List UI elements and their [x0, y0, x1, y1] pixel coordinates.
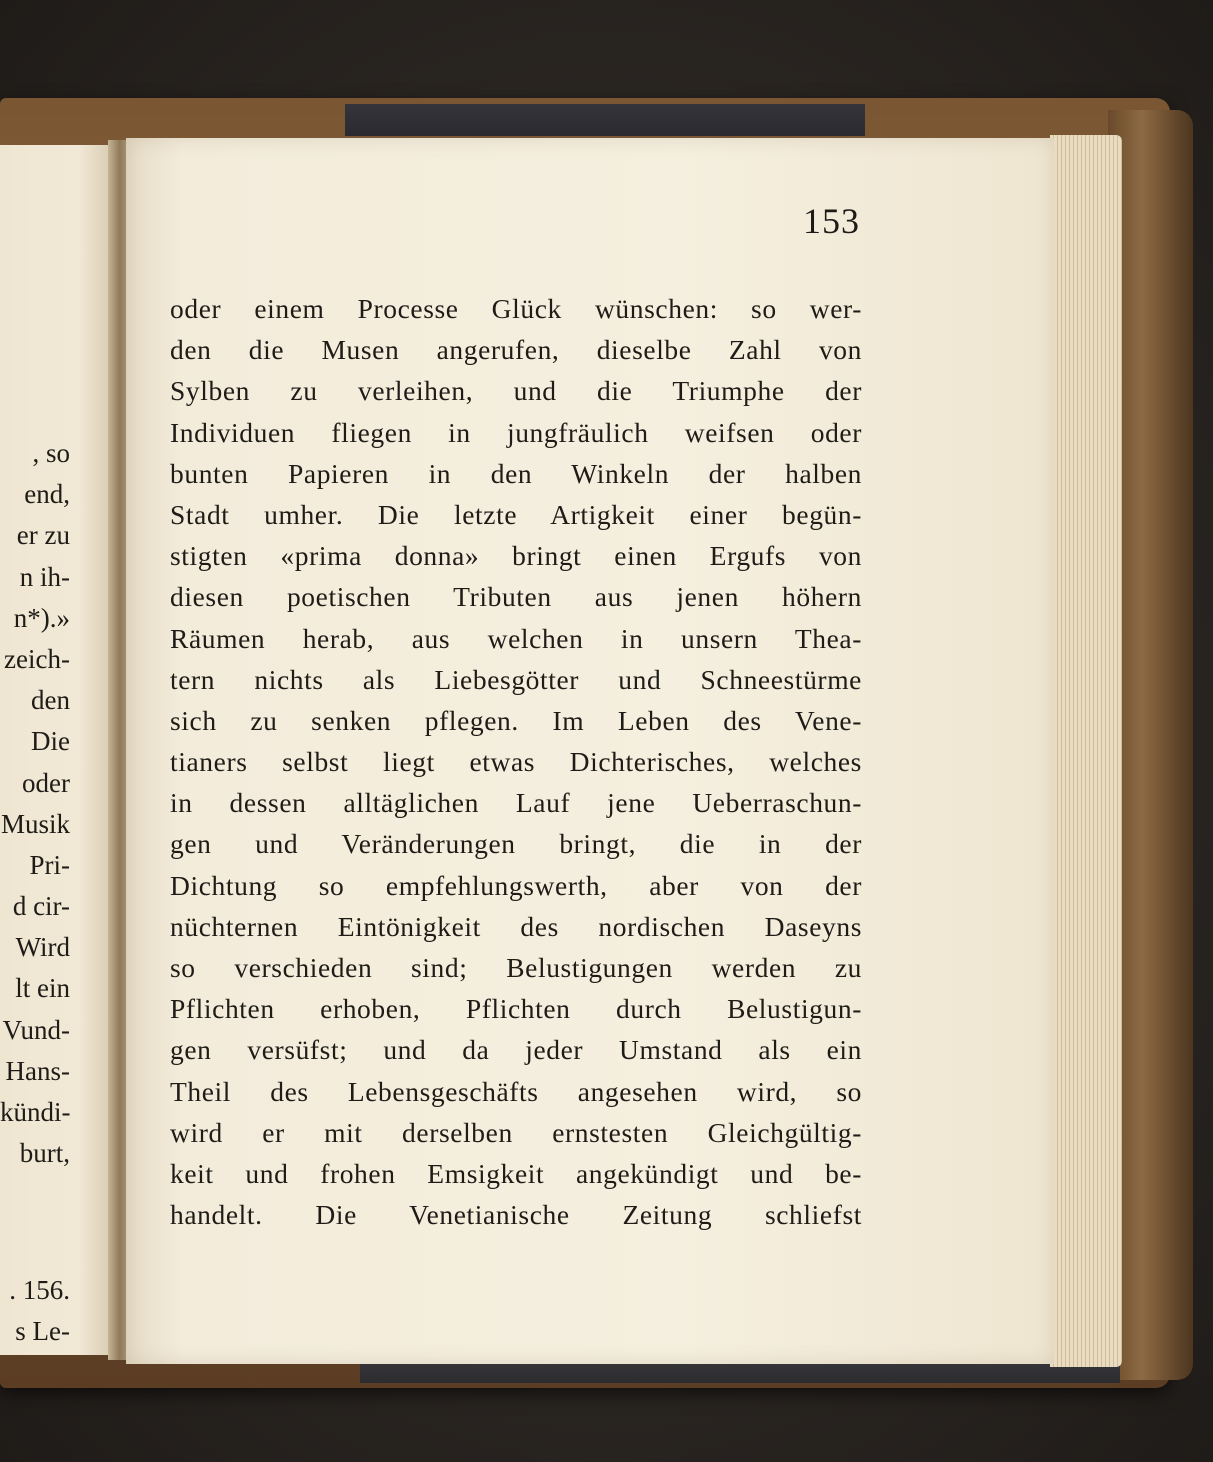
left-text-line: n ih- — [19, 561, 70, 592]
text-line: Theil des Lebensgeschäfts angesehen wird, so — [170, 1075, 862, 1107]
text-line: stigten «prima donna» bringt einen Ergufs von — [170, 540, 862, 572]
left-page-text — [0, 433, 70, 1174]
text-line: gen versüfst; und da jeder Umstand als ein — [170, 1034, 862, 1066]
text-line: den die Musen angerufen, dieselbe Zahl von — [170, 334, 862, 366]
text-line: wird er mit derselben ernstesten Gleichgültig- — [170, 1116, 862, 1148]
text-line: Dichtung so empfehlungswerth, aber von der — [170, 869, 862, 901]
text-line: sich zu senken pflegen. Im Leben des Vene- — [170, 704, 862, 736]
left-text-line: end, — [24, 479, 70, 510]
text-line: keit und frohen Emsigkeit angekündigt und be- — [170, 1157, 862, 1189]
left-text-line: n*).» — [13, 602, 70, 633]
left-text-line: oder — [22, 767, 70, 798]
left-footnote-line: s Le- — [15, 1316, 70, 1347]
left-text-line: zeich- — [4, 643, 70, 674]
left-text-line: , so — [32, 438, 70, 468]
left-text-line: d cir- — [12, 891, 70, 922]
left-text-line: Pri- — [29, 849, 70, 880]
text-line: Sylben zu verleihen, und die Triumphe der — [170, 375, 862, 407]
text-line: Räumen herab, aus welchen in unsern Thea- — [170, 622, 862, 654]
text-line: oder einem Processe Glück wünschen: so wer- — [170, 293, 862, 324]
left-text-line: Die — [31, 726, 70, 757]
left-text-line: lt ein — [15, 973, 70, 1004]
left-text-line: er zu — [16, 520, 70, 551]
text-line: bunten Papieren in den Winkeln der halben — [170, 457, 862, 489]
left-text-line: den — [31, 685, 70, 716]
text-line: Individuen fliegen in jungfräulich weifsen oder — [170, 416, 862, 448]
text-line: diesen poetischen Tributen aus jenen höhern — [170, 581, 862, 613]
text-line: Stadt umher. Die letzte Artigkeit einer begün- — [170, 498, 862, 530]
text-line: in dessen alltäglichen Lauf jene Ueberraschun- — [170, 787, 862, 819]
left-page-footnote — [0, 1270, 70, 1352]
left-text-line: Musik — [0, 808, 70, 839]
page-number: 153 — [803, 201, 860, 241]
cover-top-strip — [345, 104, 865, 136]
text-line: tern nichts als Liebesgötter und Schneestürme — [170, 663, 862, 695]
text-line: handelt. Die Venetianische Zeitung schliefst — [170, 1199, 862, 1231]
left-footnote-line: . 156. — [9, 1275, 70, 1305]
left-text-line: Vund- — [2, 1014, 70, 1045]
text-line: Pflichten erhoben, Pflichten durch Belustigun- — [170, 993, 862, 1025]
left-text-line: Hans- — [5, 1055, 70, 1086]
text-line: nüchternen Eintönigkeit des nordischen Daseyns — [170, 910, 862, 942]
text-line: tianers selbst liegt etwas Dichterisches, welches — [170, 746, 862, 778]
right-page-text — [170, 288, 862, 1235]
page-block-edges — [1050, 135, 1122, 1367]
left-text-line: burt, — [19, 1138, 70, 1169]
left-text-line: Wird — [15, 932, 70, 963]
text-line: gen und Veränderungen bringt, die in der — [170, 828, 862, 860]
left-page — [0, 145, 112, 1355]
left-text-line: kündi- — [0, 1097, 71, 1127]
text-line: so verschieden sind; Belustigungen werden zu — [170, 952, 862, 983]
